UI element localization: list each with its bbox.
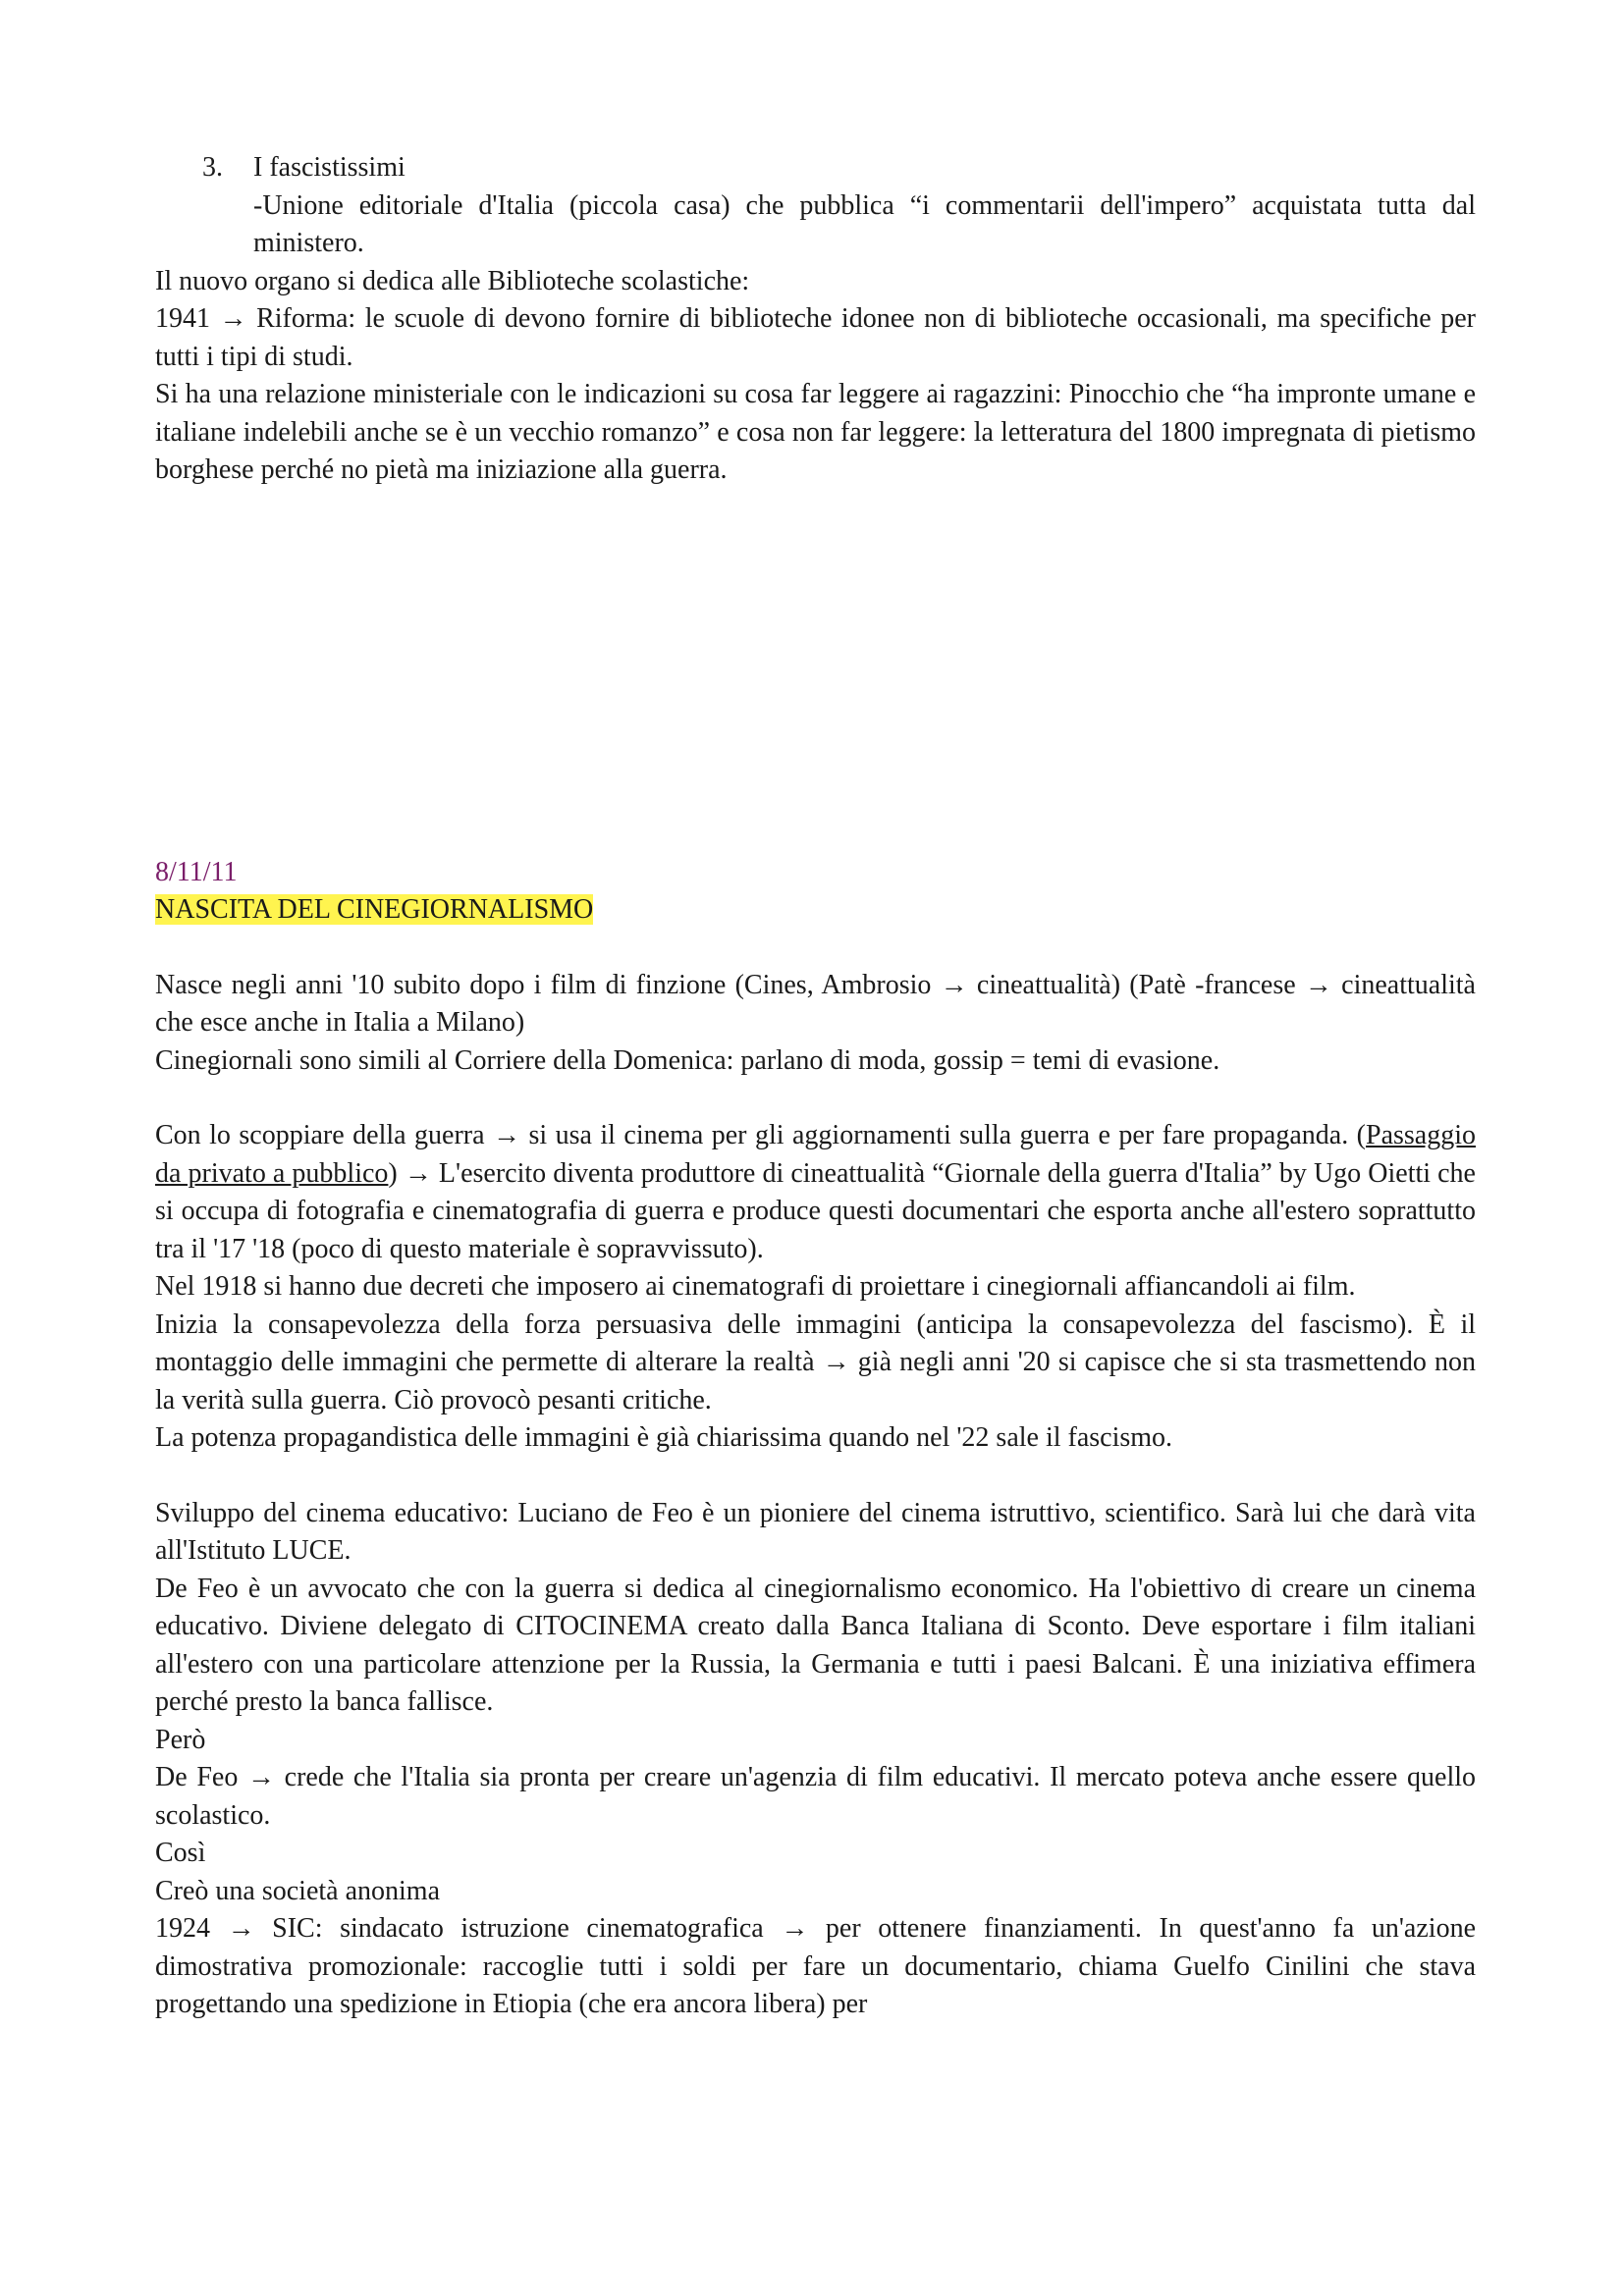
blank-line [155, 1458, 1476, 1495]
underlined-text: Passaggio da privato a pubblico [155, 1120, 1476, 1189]
blank-space [155, 490, 1476, 854]
paragraph: Però [155, 1724, 206, 1755]
list-item-detail: -Unione editoriale d'Italia (piccola casa) che pubblica “i commentarii dell'impero” acquistata tutta dal ministero. [253, 189, 1476, 258]
paragraph: De Feo è un avvocato che con la guerra si dedica al cinegiornalismo economico. Ha l'obiettivo di creare un cinema educativo. Diviene delegato di CITOCINEMA creato dalla Banca Italiana di Sconto. Deve esportare i film italiani all'estero con una particolare attenzione per la Russia, la Germania e tutti i paesi Balcani. È una iniziativa effimera perché presto la banca fallisce. [155, 1573, 1476, 1717]
paragraph: Così [155, 1838, 206, 1868]
paragraph: Cinegiornali sono simili al Corriere della Domenica: parlano di moda, gossip = temi di evasione. [155, 1044, 1220, 1076]
section2-body [155, 967, 1476, 2024]
paragraph: Nasce negli anni '10 subito dopo i film di finzione (Cines, Ambrosio → cineattualità) (Patè -francese → cineattualità che esce anche in Italia a Milano) [155, 969, 1476, 1038]
paragraph: De Feo → crede che l'Italia sia pronta per creare un'agenzia di film educativi. Il mercato poteva anche essere quello scolastico. [155, 1762, 1476, 1831]
blank-line [155, 1080, 1476, 1117]
document-page [155, 149, 1476, 2024]
section-date: 8/11/11 [155, 856, 238, 887]
text-run: ) → L'esercito diventa produttore di cineattualità “Giornale della guerra d'Italia” by Ugo Oietti che si occupa di fotografia e cinematografia di guerra e produce questi documentari che esporta anche all'estero soprattutto tra il '17 '18 (poco di questo materiale è sopravvissuto). [155, 1157, 1476, 1264]
paragraph: Si ha una relazione ministeriale con le indicazioni su cosa far leggere ai ragazzini: Pinocchio che “ha impronte umane e italiane indelebili anche se è un vecchio romanzo” e cosa non far leggere: la letteratura del 1800 impregnata di pietismo borghese perché no pietà ma iniziazione alla guerra. [155, 379, 1476, 485]
paragraph: 1941 → Riforma: le scuole di devono fornire di biblioteche idonee non di biblioteche occasionali, ma specifiche per tutti i tipi di studi. [155, 303, 1476, 372]
paragraph: 1924 → SIC: sindacato istruzione cinematografica → per ottenere finanziamenti. In quest'anno fa un'azione dimostrativa promozionale: raccoglie tutti i soldi per fare un documentario, chiama Guelfo Cinilini che stava progettando una spedizione in Etiopia (che era ancora libera) per [155, 1913, 1476, 2019]
list-item-title: I fascistissimi [253, 152, 406, 183]
paragraph: La potenza propagandistica delle immagini è già chiarissima quando nel '22 sale il fascismo. [155, 1422, 1173, 1453]
list-number: 3. [202, 152, 223, 183]
paragraph: Nel 1918 si hanno due decreti che imposero ai cinematografi di proiettare i cinegiornali affiancandoli ai film. [155, 1271, 1356, 1302]
paragraph [155, 1117, 1476, 1268]
paragraph: Inizia la consapevolezza della forza persuasiva delle immagini (anticipa la consapevolezza del fascismo). È il montaggio delle immagini che permette di alterare la realtà → già negli anni '20 si capisce che si sta trasmettendo non la verità sulla guerra. Ciò provocò pesanti critiche. [155, 1308, 1476, 1415]
blank-line [155, 930, 1476, 967]
section1-body [155, 263, 1476, 490]
text-run: Con lo scoppiare della guerra → si usa il cinema per gli aggiornamenti sulla guerra e per fare propaganda. ( [155, 1120, 1366, 1150]
section-heading [155, 891, 1476, 930]
paragraph: Il nuovo organo si dedica alle Biblioteche scolastiche: [155, 265, 750, 296]
paragraph: Sviluppo del cinema educativo: Luciano de Feo è un pioniere del cinema istruttivo, scientifico. Sarà lui che darà vita all'Istituto LUCE. [155, 1497, 1476, 1566]
numbered-list-item [155, 149, 1476, 187]
highlighted-heading-text: NASCITA DEL CINEGIORNALISMO [155, 894, 594, 925]
paragraph: Creò una società anonima [155, 1875, 441, 1906]
